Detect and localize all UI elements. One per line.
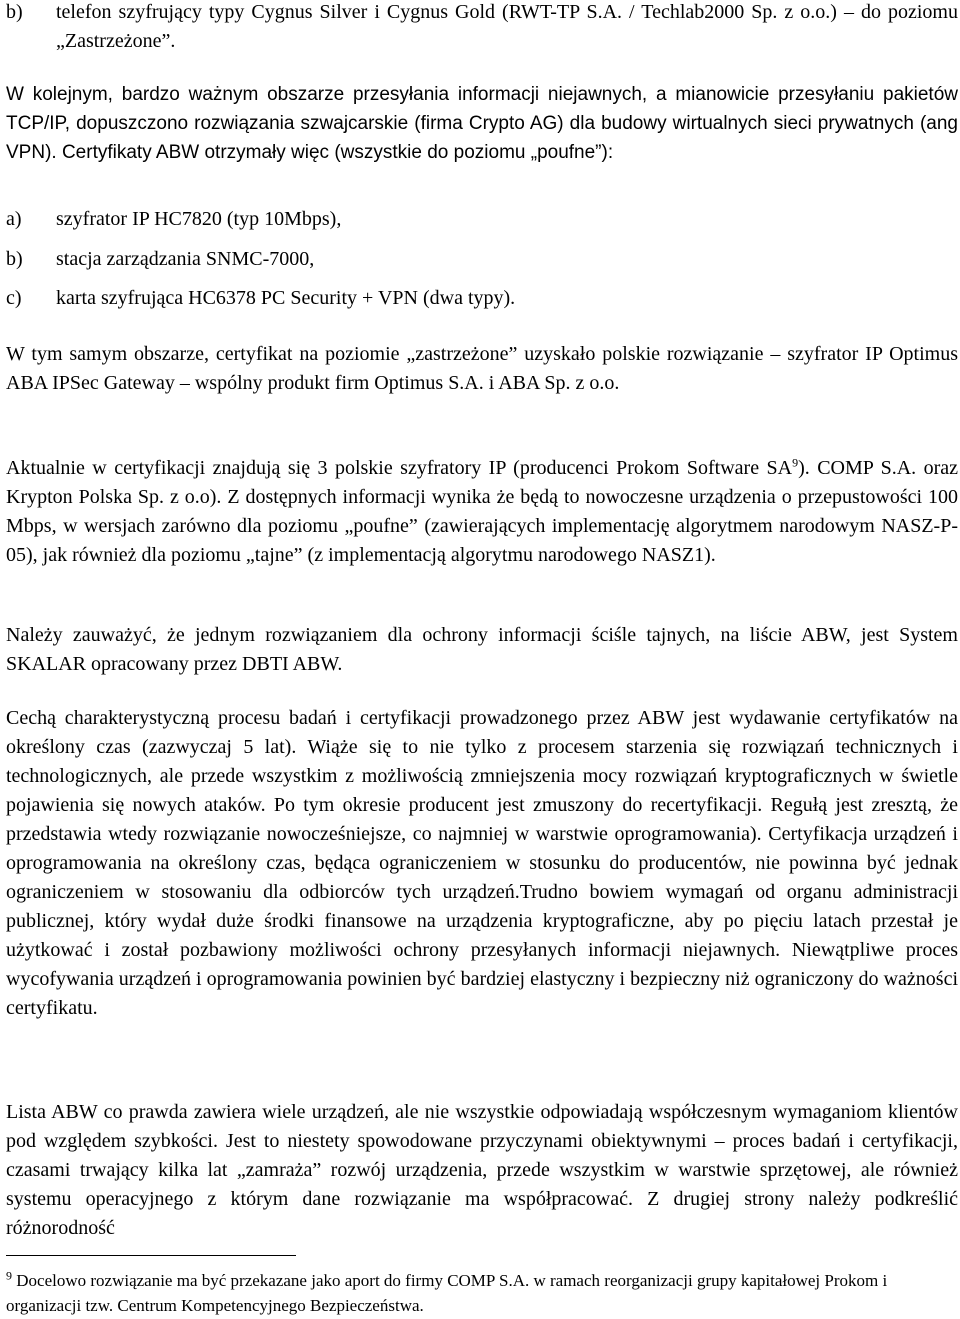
list-marker: c) [6, 287, 22, 309]
list-item-text: telefon szyfrujący typy Cygnus Silver i Cygnus Gold (RWT-TP S.A. / Techlab2000 Sp. z o.o.) – do poziomu „Zastrzeżone”. [56, 1, 958, 52]
list-item-c [6, 284, 946, 313]
paragraph-certificate-validity: Cechą charakterystyczną procesu badań i certyfikacji prowadzonego przez ABW jest wydawanie certyfikatów na określony czas (zazwyczaj 5 lat). Wiąże się to nie tylko z procesem starzenia się rozwiązań technicznych i technologicznych, ale przede wszystkim z możliwością zmniejszenia mocy rozwiązań kryptograficznych w świetle pojawienia się nowych ataków. Po tym okresie producent jest zmuszony do recertyfikacji. Regułą jest zresztą, że przedstawia wtedy rozwiązanie nowocześniejsze, co najmniej w warstwie oprogramowania). Certyfikacja urządzeń i oprogramowania na określony czas, będąca ograniczeniem w stosunku do producentów, nie powinna być jednak ograniczeniem w stosowaniu dla odbiorców tych urządzeń.Trudno bowiem wymagań od organu administracji publicznej, który wydał duże środki finansowe na urządzenia kryptograficzne, aby po pięciu latach przestał je użytkować i został pozbawiony możliwości ochrony przesyłanych informacji niejawnych. Niewątpliwe proces wycofywania urządzeń i oprogramowania powinien być bardziej elastyczny i bezpieczny niż ograniczony do ważności certyfikatu. [6, 707, 958, 1019]
footnote-number: 9 [6, 1268, 12, 1283]
list-item-a [6, 205, 946, 234]
list-item-text: stacja zarządzania SNMC-7000, [56, 248, 315, 270]
list-item-text: szyfrator IP HC7820 (typ 10Mbps), [56, 208, 342, 230]
paragraph-optimus: W tym samym obszarze, certyfikat na poziomie „zastrzeżone” uzyskało polskie rozwiązanie – szyfrator IP Optimus ABA IPSec Gateway – wspólny produkt firm Optimus S.A. i ABA Sp. z o.o. [6, 343, 958, 394]
paragraph-certification [6, 454, 958, 570]
list-item-text: karta szyfrująca HC6378 PC Security + VPN (dwa typy). [56, 287, 516, 309]
paragraph-abw-list: Lista ABW co prawda zawiera wiele urządzeń, ale nie wszystkie odpowiadają współczesnym wymaganiom klientów pod względem szybkości. Jest to niestety spowodowane przyczynami obiektywnymi – proces badań i certyfikacji, czasami trwający kilka lat „zamraża” rozwój urządzenia, przede wszystkim w warstwie sprzętowej, ale również systemu operacyjnego z którym dane rozwiązanie ma współpracować. Z drugiej strony należy podkreślić różnorodność [6, 1101, 958, 1239]
footnote-separator [6, 1255, 296, 1256]
paragraph-skalar: Należy zauważyć, że jednym rozwiązaniem dla ochrony informacji ściśle tajnych, na liście ABW, jest System SKALAR opracowany przez DBTI ABW. [6, 624, 958, 675]
paragraph-text-start: Aktualnie w certyfikacji znajdują się 3 polskie szyfratory IP (producenci Prokom Software SA [6, 457, 793, 479]
list-marker: a) [6, 208, 22, 230]
list-marker: b) [6, 248, 23, 270]
paragraph-vpn: W kolejnym, bardzo ważnym obszarze przesyłania informacji niejawnych, a mianowicie przesyłaniu pakietów TCP/IP, dopuszczono rozwiązania szwajcarskie (firma Crypto AG) dla budowy wirtualnych sieci prywatnych (ang VPN). Certyfikaty ABW otrzymały więc (wszystkie do poziomu „poufne”): [6, 84, 958, 163]
footnote-reference: 9 [792, 455, 799, 470]
list-marker: b) [6, 1, 23, 23]
list-item-top [6, 0, 958, 56]
footnote-text: Docelowo rozwiązanie ma być przekazane jako aport do firmy COMP S.A. w ramach reorganizacji grupy kapitałowej Prokom i organizacji tzw. Centrum Kompetencyjnego Bezpieczeństwa. [6, 1271, 888, 1315]
footnote [6, 1268, 958, 1318]
list-item-b [6, 245, 946, 274]
paragraph-text-end: ). COMP S.A. oraz Krypton Polska Sp. z o.o). Z dostępnych informacji wynika że będą to nowoczesne urządzenia o przepustowości 100 Mbps, w wersjach zarówno dla poziomu „poufne” (zawierających implementację algorytmem narodowym NASZ-P-05), jak również dla poziomu „tajne” (z implementacją algorytmu narodowego NASZ1). [6, 457, 958, 566]
